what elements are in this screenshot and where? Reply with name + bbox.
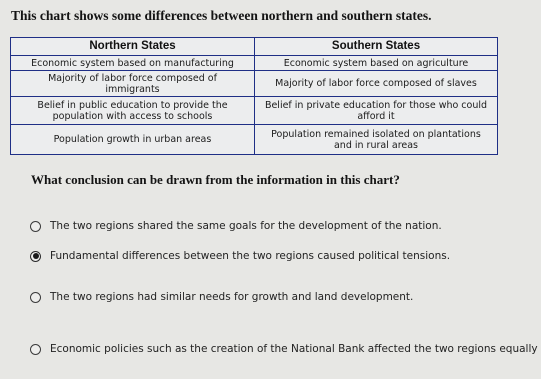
answer-option-label: The two regions shared the same goals for the development of the nation. [50,220,442,232]
intro-text: This chart shows some differences between northern and southern states. [11,8,432,23]
question-text: What conclusion can be drawn from the information in this chart? [31,172,400,187]
radio-button-unselected[interactable] [30,292,41,303]
answer-option-4[interactable] [30,343,538,355]
answer-option-label: Fundamental differences between the two regions caused political tensions. [50,250,451,262]
table-cell: Majority of labor force composed of slaves [255,71,498,97]
table-cell: Belief in private education for those who could afford it [255,97,498,125]
answer-option-3[interactable] [30,291,413,303]
header-northern-states: Northern States [11,38,255,56]
answer-option-2[interactable] [30,250,450,262]
table-cell: Economic system based on agriculture [255,56,498,71]
comparison-table [10,37,498,155]
radio-button-selected[interactable] [30,251,41,262]
table-cell: Economic system based on manufacturing [11,56,255,71]
radio-button-unselected[interactable] [30,221,41,232]
table-cell: Population growth in urban areas [11,125,255,155]
radio-button-unselected[interactable] [30,344,41,355]
table-cell: Majority of labor force composed of immigrants [11,71,255,97]
table-row [11,97,498,125]
table-header-row [11,38,498,56]
table-cell: Population remained isolated on plantations and in rural areas [255,125,498,155]
answer-option-label: The two regions had similar needs for growth and land development. [50,291,414,303]
table-row [11,56,498,71]
table-row [11,71,498,97]
table-cell: Belief in public education to provide the population with access to schools [11,97,255,125]
header-southern-states: Southern States [255,38,498,56]
answer-option-1[interactable] [30,220,442,232]
radio-dot-icon [33,253,39,259]
table-row [11,125,498,155]
answer-option-label: Economic policies such as the creation of the National Bank affected the two regions equally [50,343,538,355]
